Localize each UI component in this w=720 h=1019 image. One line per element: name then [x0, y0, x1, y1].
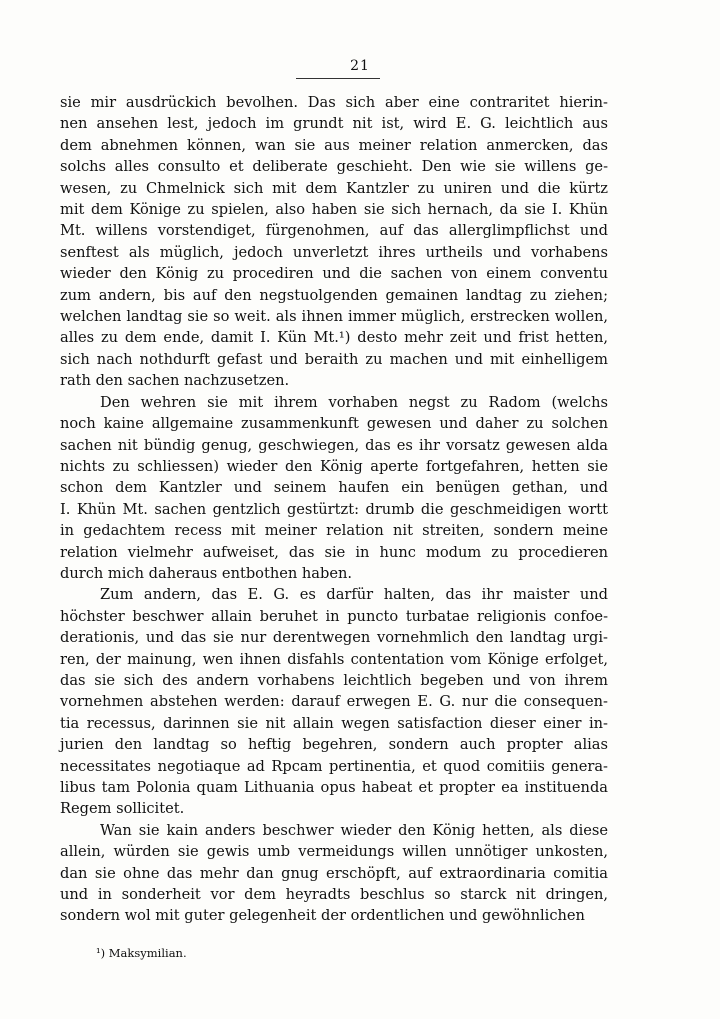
text-line: welchen landtag sie so weit. als ihnen immer müglich, erstrecken wollen,: [60, 308, 608, 326]
text-line: Mt. willens vorstendiget, fürgenohmen, auf das allerglimpflichst und: [60, 222, 608, 240]
text-line: sachen nit bündig genug, geschwiegen, das es ihr vorsatz gewesen alda: [60, 436, 608, 454]
text-line: solchs alles consulto et deliberate geschieht. Den wie sie willens ge-: [60, 158, 608, 176]
text-line: das sie sich des andern vorhabens leichtlich begeben und von ihrem: [60, 671, 608, 689]
text-line: wesen, zu Chmelnick sich mit dem Kantzler zu uniren und die kürtz: [60, 179, 608, 197]
text-line: schon dem Kantzler und seinem haufen ein benügen gethan, und: [60, 479, 608, 497]
text-line: rath den sachen nachzusetzen.: [60, 372, 290, 390]
text-line: dem abnehmen können, wan sie aus meiner relation anmercken, das: [60, 136, 608, 154]
page-number: 21: [350, 58, 370, 74]
text-line: höchster beschwer allain beruhet in puncto turbatae religionis confoe-: [60, 607, 608, 625]
footnote: ¹) Maksymilian.: [96, 946, 187, 960]
text-line: vornehmen abstehen werden: darauf erwegen E. G. nur die consequen-: [60, 693, 608, 711]
text-line: zum andern, bis auf den negstuolgenden gemainen landtag zu ziehen;: [60, 286, 608, 304]
text-line: jurien den landtag so heftig begehren, sondern auch propter alias: [60, 736, 608, 754]
text-line: libus tam Polonia quam Lithuania opus habeat et propter ea instituenda: [60, 779, 608, 796]
text-line: in gedachtem recess mit meiner relation nit streiten, sondern meine: [60, 522, 608, 540]
text-line: tia recessus, darinnen sie nit allain wegen satisfaction dieser einer in-: [60, 714, 608, 732]
text-line: I. Khün Mt. sachen gentzlich gestürtzt: drumb die geschmeidigen wortt: [60, 500, 608, 518]
paragraph: [60, 584, 608, 819]
page-number-rule: [296, 78, 380, 79]
text-line: wieder den König zu procediren und die sachen von einem conventu: [60, 265, 608, 283]
text-line: Zum andern, das E. G. es darfür halten, das ihr maister und: [100, 586, 608, 604]
text-line: relation vielmehr aufweiset, das sie in hunc modum zu procedieren: [60, 543, 608, 561]
paragraph: [60, 92, 608, 392]
text-line: alles zu dem ende, damit I. Kün Mt.¹) desto mehr zeit und frist hetten,: [60, 329, 608, 347]
text-line: senftest als müglich, jedoch unverletzt ihres urtheils und vorhabens: [60, 243, 608, 261]
text-line: allein, würden sie gewis umb vermeidungs willen unnötiger unkosten,: [60, 843, 608, 861]
text-line: sondern wol mit guter gelegenheit der ordentlichen und gewöhnlichen: [60, 907, 585, 925]
text-line: nen ansehen lest, jedoch im grundt nit ist, wird E. G. leichtlich aus: [60, 115, 608, 133]
text-line: Den wehren sie mit ihrem vorhaben negst zu Radom (welchs: [100, 393, 608, 411]
text-line: ren, der mainung, wen ihnen disfahls contentation vom Könige erfolget,: [60, 650, 608, 668]
text-line: durch mich daheraus entbothen haben.: [60, 564, 353, 582]
paragraph: [60, 820, 608, 927]
text-line: mit dem Könige zu spielen, also haben sie sich hernach, da sie I. Khün: [60, 201, 608, 219]
text-line: derationis, und das sie nur derentwegen vornehmlich den landtag urgi-: [60, 629, 608, 647]
text-line: noch kaine allgemaine zusammenkunft gewesen und daher zu solchen: [60, 415, 608, 433]
text-line: und in sonderheit vor dem heyradts beschlus so starck nit dringen,: [60, 886, 608, 904]
text-line: necessitates negotiaque ad Rpcam pertinentia, et quod comitiis genera-: [60, 757, 608, 775]
text-line: sie mir ausdrückich bevolhen. Das sich aber eine contraritet hierin-: [60, 94, 608, 111]
text-line: nichts zu schliessen) wieder den König aperte fortgefahren, hetten sie: [60, 457, 608, 475]
text-line: Wan sie kain anders beschwer wieder den König hetten, als diese: [100, 821, 608, 839]
body-text: [60, 92, 608, 927]
paragraph: [60, 392, 608, 585]
text-line: sich nach nothdurft gefast und beraith zu machen und mit einhelligem: [60, 350, 608, 368]
text-line: Regem sollicitet.: [60, 800, 185, 818]
text-line: dan sie ohne das mehr dan gnug erschöpft, auf extraordinaria comitia: [60, 864, 608, 882]
